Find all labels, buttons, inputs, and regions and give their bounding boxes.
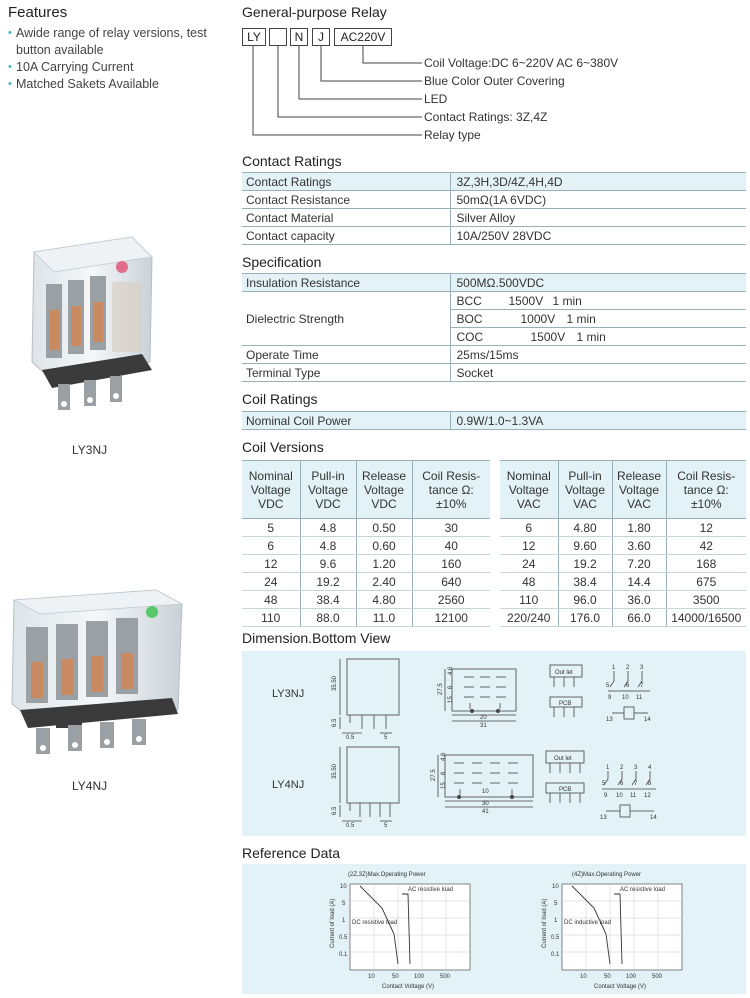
dimension-title: Dimension.Bottom View (242, 630, 391, 646)
table-cell: 2560 (412, 591, 490, 609)
code-line-voltage: Coil Voltage:DC 6~220V AC 6~380V (424, 56, 619, 70)
ly4nj-photo (6, 582, 184, 760)
dim-text: 20 (480, 715, 487, 721)
dielectric-voltage: 1500V (508, 293, 544, 308)
row-value (450, 310, 746, 328)
ref-xtick: 100 (414, 974, 425, 980)
table-cell: 220/240 (500, 609, 558, 627)
pin-text: 7 (634, 781, 638, 787)
ly3nj-photo (22, 232, 162, 417)
ref-ytick: 0.5 (339, 935, 348, 941)
table-row (242, 573, 490, 591)
features-list (8, 25, 228, 93)
row-value: 0.9W/1.0~1.3VA (450, 412, 746, 430)
table-cell: 3500 (666, 591, 746, 609)
row-value (450, 292, 746, 310)
code-line-cover: Blue Color Outer Covering (424, 74, 565, 88)
reference-panel (242, 864, 746, 994)
dim-label-ly3nj: LY3NJ (272, 688, 305, 700)
ref-ylabel: Current of load (A) (542, 898, 548, 948)
pin-text: 13 (600, 815, 607, 821)
list-item: • Awide range of relay versions, test button available (8, 25, 228, 59)
dim-text: 10 (482, 789, 489, 795)
table-cell: 9.60 (558, 537, 612, 555)
ref-xtick: 10 (368, 974, 375, 980)
ref-ytick: 10 (340, 884, 347, 890)
ordering-title: General-purpose Relay (242, 4, 387, 20)
ref-ytick: 1 (342, 918, 346, 924)
pin-text: 11 (636, 695, 643, 701)
contact-ratings-table (242, 172, 746, 245)
table-cell: 1.80 (612, 519, 666, 537)
dim-text: 0.5 (346, 735, 355, 741)
dielectric-voltage: 1500V (530, 329, 566, 344)
row-label: Contact Ratings (242, 173, 450, 191)
table-cell: 36.0 (612, 591, 666, 609)
ref-chart-title: (2Z,3Z)Max.Operating Power (348, 872, 426, 878)
code-line-led: LED (424, 92, 448, 106)
coil-versions-title: Coil Versions (242, 439, 324, 455)
code-box-contact (269, 28, 287, 46)
code-box-voltage: AC220V (334, 28, 392, 46)
table-cell: 0.50 (356, 519, 412, 537)
table-cell: 14.4 (612, 573, 666, 591)
table-row (500, 591, 746, 609)
table-cell: 48 (242, 591, 300, 609)
coil-ratings-title: Coil Ratings (242, 391, 318, 407)
row-label: Dielectric Strength (242, 292, 450, 346)
table-cell: 6 (500, 519, 558, 537)
code-line-contact: Contact Ratings: 3Z,4Z (424, 110, 548, 124)
dielectric-time: 1 min (566, 311, 596, 326)
socket-text: Out let (554, 756, 572, 762)
table-row (242, 292, 746, 310)
dielectric-time: 1 min (576, 329, 606, 344)
dimension-panel (242, 651, 746, 836)
table-cell: 38.4 (558, 573, 612, 591)
ordering-connector-lines (240, 45, 430, 145)
dim-text: 27.5 (438, 683, 444, 695)
table-cell: 42 (666, 537, 746, 555)
coil-ratings-table (242, 411, 746, 430)
pin-text: 10 (616, 793, 623, 799)
pin-text: 1 (612, 665, 616, 671)
table-row (242, 555, 490, 573)
table-cell: 5 (242, 519, 300, 537)
table-cell: 640 (412, 573, 490, 591)
specification-title: Specification (242, 254, 322, 270)
socket-text: PCB (559, 701, 572, 707)
ref-chart-title: (4Z)Max.Operating Power (572, 872, 642, 878)
table-row (242, 519, 490, 537)
pin-text: 13 (606, 717, 613, 723)
table-cell: 0.60 (356, 537, 412, 555)
table-cell: 4.80 (558, 519, 612, 537)
pin-text: 14 (644, 717, 651, 723)
table-row (500, 537, 746, 555)
dim-text: 15 (441, 782, 447, 789)
pin-text: 8 (648, 781, 652, 787)
dielectric-voltage: 1000V (520, 311, 556, 326)
table-cell: 96.0 (558, 591, 612, 609)
pin-text: 11 (630, 793, 637, 799)
table-header-row (242, 461, 490, 519)
table-cell: 3.60 (612, 537, 666, 555)
table-cell: 11.0 (356, 609, 412, 627)
table-cell: 12 (500, 537, 558, 555)
pin-text: 2 (620, 765, 624, 771)
table-cell: 88.0 (300, 609, 356, 627)
table-cell: 12100 (412, 609, 490, 627)
row-value: 500MΩ.500VDC (450, 274, 746, 292)
dielectric-name: BCC (456, 293, 482, 308)
ly3nj-caption: LY3NJ (72, 443, 108, 457)
pin-text: 1 (606, 765, 610, 771)
list-item: • Matched Sakets Available (8, 76, 228, 93)
table-cell: 24 (500, 555, 558, 573)
column-header: Release Voltage VDC (356, 461, 412, 519)
table-row (500, 555, 746, 573)
dielectric-name: BOC (456, 311, 483, 326)
ref-xtick: 500 (440, 974, 451, 980)
reference-title: Reference Data (242, 845, 341, 861)
socket-text: PCB (559, 787, 572, 793)
dim-text: 4.6 (441, 752, 447, 761)
pin-text: 10 (622, 695, 629, 701)
coil-versions-ac-table (500, 460, 746, 627)
dim-text: 35.50 (332, 763, 338, 779)
ref-ytick: 0.5 (551, 935, 560, 941)
table-header-row (500, 461, 746, 519)
table-cell: 2.40 (356, 573, 412, 591)
ref-ytick: 1 (554, 918, 558, 924)
ref-xtick: 50 (392, 974, 399, 980)
list-item: • 10A Carrying Current (8, 59, 228, 76)
column-header: Release Voltage VAC (612, 461, 666, 519)
table-cell: 176.0 (558, 609, 612, 627)
reference-charts (242, 864, 746, 994)
row-value (450, 328, 746, 346)
pin-text: 3 (634, 765, 638, 771)
table-row (242, 364, 746, 382)
table-cell: 12 (666, 519, 746, 537)
ref-annotation: AC resistive load (620, 887, 666, 893)
table-row (242, 209, 746, 227)
ref-ytick: 0.1 (551, 952, 560, 958)
table-row (242, 173, 746, 191)
pin-text: 5 (606, 683, 610, 689)
column-header: Nominal Voltage VAC (500, 461, 558, 519)
column-header: Pull-in Voltage VAC (558, 461, 612, 519)
row-value: 25ms/15ms (450, 346, 746, 364)
table-cell: 30 (412, 519, 490, 537)
ac-table-body (500, 519, 746, 627)
table-row (242, 227, 746, 245)
pin-text: 9 (604, 793, 608, 799)
pin-text: 3 (640, 665, 644, 671)
dim-text: 5 (384, 735, 388, 741)
coil-versions-dc-table (242, 460, 490, 627)
table-row (242, 591, 490, 609)
dielectric-time: 1 min (552, 293, 582, 308)
row-value: 10A/250V 28VDC (450, 227, 746, 245)
ref-ylabel: Current of load (A) (330, 898, 336, 948)
table-row (242, 412, 746, 430)
ref-xtick: 50 (604, 974, 611, 980)
table-cell: 48 (500, 573, 558, 591)
dim-text: 15 (448, 696, 454, 703)
dim-text: 0.5 (346, 823, 355, 829)
table-cell: 7.20 (612, 555, 666, 573)
ref-annotation: DC resistive load (352, 920, 398, 926)
table-row (242, 346, 746, 364)
dim-text: 35.50 (332, 675, 338, 691)
table-cell: 110 (242, 609, 300, 627)
dim-text: 6.5 (332, 806, 338, 815)
dc-table-body (242, 519, 490, 627)
ref-xtick: 500 (652, 974, 663, 980)
dimension-drawings (242, 651, 746, 836)
table-row (242, 274, 746, 292)
dim-text: 6 (448, 685, 454, 689)
row-value: Silver Alloy (450, 209, 746, 227)
row-label: Contact Material (242, 209, 450, 227)
row-label: Terminal Type (242, 364, 450, 382)
ly4nj-caption: LY4NJ (72, 779, 108, 793)
table-cell: 110 (500, 591, 558, 609)
row-label: Operate Time (242, 346, 450, 364)
table-cell: 4.80 (356, 591, 412, 609)
row-label: Nominal Coil Power (242, 412, 450, 430)
table-cell: 6 (242, 537, 300, 555)
table-cell: 24 (242, 573, 300, 591)
ref-xtick: 10 (580, 974, 587, 980)
pin-text: 9 (608, 695, 612, 701)
table-cell: 38.4 (300, 591, 356, 609)
row-label: Contact Resistance (242, 191, 450, 209)
table-row (500, 573, 746, 591)
ref-ytick: 0.1 (339, 952, 348, 958)
ref-xlabel: Contact Voltage (V) (382, 984, 435, 990)
dim-text: 4.6 (448, 666, 454, 675)
table-cell: 14000/16500 (666, 609, 746, 627)
ref-annotation: AC resistive load (408, 887, 454, 893)
table-cell: 40 (412, 537, 490, 555)
dim-text: 5 (384, 823, 388, 829)
code-line-type: Relay type (424, 128, 481, 142)
features-title: Features (8, 4, 68, 21)
socket-text: Out let (555, 670, 573, 676)
dim-text: 30 (482, 801, 489, 807)
table-cell: 4.8 (300, 519, 356, 537)
specification-table (242, 273, 746, 382)
pin-text: 7 (640, 683, 644, 689)
table-row (242, 191, 746, 209)
pin-text: 2 (626, 665, 630, 671)
pin-text: 6 (626, 683, 630, 689)
column-header: Coil Resis-tance Ω: ±10% (666, 461, 746, 519)
table-cell: 19.2 (558, 555, 612, 573)
ref-xtick: 100 (626, 974, 637, 980)
row-label: Contact capacity (242, 227, 450, 245)
code-box-cover: J (312, 28, 330, 46)
table-cell: 12 (242, 555, 300, 573)
pin-text: 4 (648, 765, 652, 771)
table-cell: 168 (666, 555, 746, 573)
table-row (500, 609, 746, 627)
ref-xlabel: Contact Voltage (V) (594, 984, 647, 990)
row-value: 50mΩ(1A 6VDC) (450, 191, 746, 209)
pin-text: 12 (644, 793, 651, 799)
pin-text: 5 (602, 781, 606, 787)
table-cell: 4.8 (300, 537, 356, 555)
row-value: 3Z,3H,3D/4Z,4H,4D (450, 173, 746, 191)
table-row (500, 519, 746, 537)
code-box-led: N (290, 28, 308, 46)
table-row (242, 537, 490, 555)
ref-ytick: 5 (342, 901, 346, 907)
table-row (242, 609, 490, 627)
row-value: Socket (450, 364, 746, 382)
column-header: Pull-in Voltage VDC (300, 461, 356, 519)
table-cell: 160 (412, 555, 490, 573)
column-header: Nominal Voltage VDC (242, 461, 300, 519)
dim-text: 27.5 (431, 769, 437, 781)
table-cell: 66.0 (612, 609, 666, 627)
code-box-series: LY (242, 28, 266, 46)
contact-ratings-title: Contact Ratings (242, 153, 342, 169)
ref-ytick: 10 (552, 884, 559, 890)
dim-text: 31 (480, 723, 487, 729)
dim-text: 6.5 (332, 718, 338, 727)
dielectric-name: COC (456, 329, 484, 344)
dim-text: 6 (441, 771, 447, 775)
dim-text: 41 (482, 809, 489, 815)
table-cell: 9.6 (300, 555, 356, 573)
row-label: Insulation Resistance (242, 274, 450, 292)
ref-annotation: DC inductive load (564, 920, 612, 926)
table-cell: 1.20 (356, 555, 412, 573)
pin-text: 14 (650, 815, 657, 821)
ref-ytick: 5 (554, 901, 558, 907)
dim-label-ly4nj: LY4NJ (272, 779, 305, 791)
table-cell: 19.2 (300, 573, 356, 591)
table-cell: 675 (666, 573, 746, 591)
pin-text: 6 (620, 781, 624, 787)
column-header: Coil Resis-tance Ω: ±10% (412, 461, 490, 519)
